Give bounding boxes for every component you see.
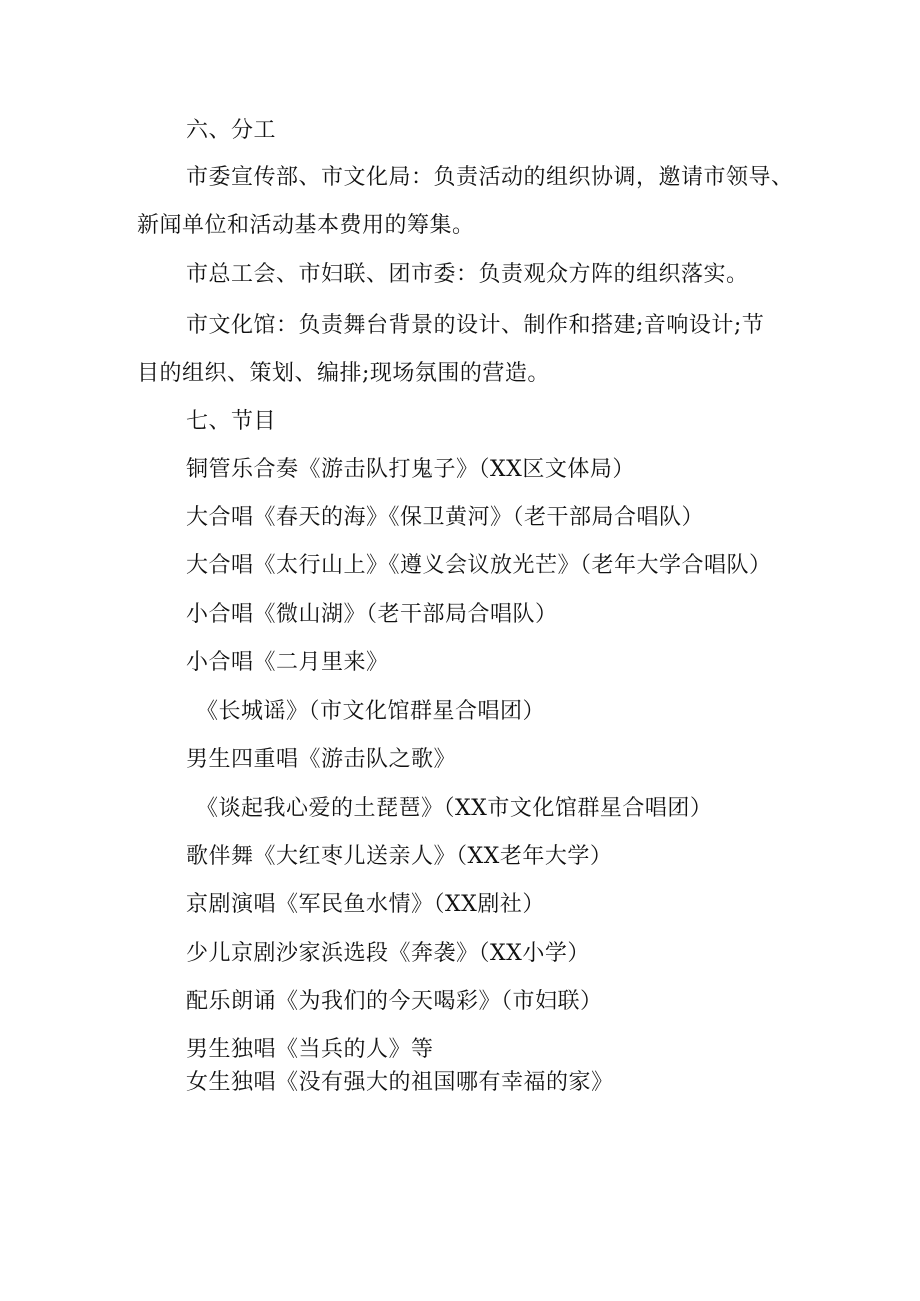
section-heading-program: 七、节目 [186,409,277,434]
program-item: 男生独唱《当兵的人》等 [186,1037,434,1062]
paragraph-propaganda-dept-cont: 新闻单位和活动基本费用的筹集。 [137,213,475,238]
program-item: 铜管乐合奏《游击队打鬼子》（XX区文体局） [186,457,635,482]
program-item: 京剧演唱《军民鱼水情》（XX剧社） [186,892,545,917]
program-item: 《谈起我心爱的土琵琶》（XX市文化馆群星合唱团） [196,796,713,821]
program-item: 男生四重唱《游击队之歌》 [186,747,457,772]
paragraph-cultural-center: 市文化馆：负责舞台背景的设计、制作和搭建;音响设计;节 [186,313,765,338]
program-item: 歌伴舞《大红枣儿送亲人》（XX老年大学） [186,844,613,869]
program-item: 大合唱《太行山上》《遵义会议放光芒》（老年大学合唱队） [186,553,772,578]
program-item: 女生独唱《没有强大的祖国哪有幸福的家》 [186,1070,614,1095]
section-heading-division: 六、分工 [186,118,277,143]
program-item: 少儿京剧沙家浜选段《奔袭》（XX小学） [186,941,590,966]
program-item: 小合唱《二月里来》 [186,650,389,675]
program-item: 配乐朗诵《为我们的今天喝彩》（市妇联） [186,989,603,1014]
paragraph-propaganda-dept: 市委宣传部、市文化局：负责活动的组织协调，邀请市领导、 [186,165,794,190]
program-item: 小合唱《微山湖》（老干部局合唱队） [186,602,558,627]
program-item: 大合唱《春天的海》《保卫黄河》（老干部局合唱队） [186,505,705,530]
paragraph-trade-union: 市总工会、市妇联、团市委：负责观众方阵的组织落实。 [186,262,749,287]
program-item: 《长城谣》（市文化馆群星合唱团） [196,699,546,724]
paragraph-cultural-center-cont: 目的组织、策划、编排;现场氛围的营造。 [137,361,550,386]
